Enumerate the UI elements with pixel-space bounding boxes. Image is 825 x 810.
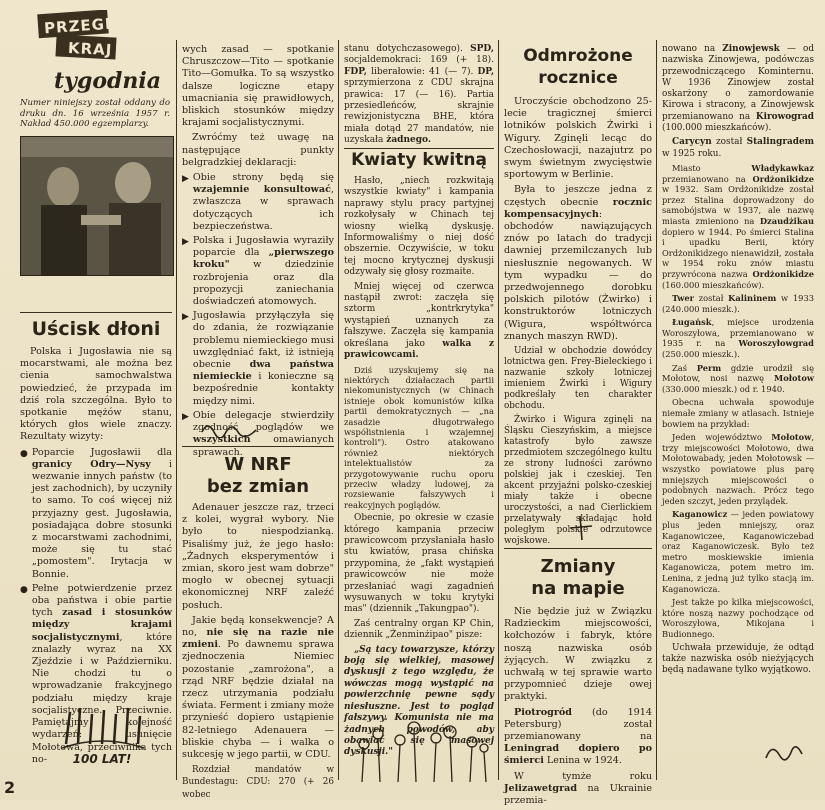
bold-text: Mołotow [774, 373, 814, 384]
masthead-note: Numer niniejszy został oddany do druku dn. 16 września 1957 r. Nakład 450.000 egzemplarzy. [20, 98, 170, 129]
bold-text: wszystkich [192, 434, 251, 446]
text-span: na Ukrainie przemia- [504, 782, 652, 807]
signature-doodle-2 [762, 738, 806, 768]
bold-text: Jelizawetgrad [504, 782, 578, 794]
triangle-icon: ▶ [182, 237, 189, 248]
text-span: został [711, 137, 747, 148]
paragraph: Hasło, „niech rozkwitają wszystkie kwiaty" i kampania naprawy stylu pracy partyjnej rozkołysały w Chinach tej wiosny wielką dyskusję. Informowaliśmy o niej dość obszernie. Oczywiście, w toku tej mocno krytycznej dyskusji odzywały się głosy rozmaite. [344, 176, 494, 278]
paragraph [504, 707, 652, 768]
paragraph [662, 293, 814, 314]
column-2-text [182, 44, 334, 461]
text-span: W tymże roku [514, 770, 652, 782]
bold-text: żadnego. [386, 135, 431, 146]
text-span: omawianych sprawach. [192, 434, 334, 458]
paragraph [344, 282, 494, 362]
column-5-text [662, 44, 814, 679]
text-span: w 1932. Sam Ordżonikidze został przez Stalina doprowadzony do samobójstwa w 1937, ale nazwę miasta zmieniono na [662, 184, 814, 226]
text-span: Lenina w 1924. [543, 755, 622, 767]
text-span: Jugosławia przyłączyła się do zdania, że rozwiązanie problemu niemieckiego musi uwzględniać fakt, iż istnieją obecnie [192, 310, 334, 371]
text-span: — od nazwiska Zinowjewa, podówczas przewodniczącego Kominternu. W 1936 Zinowjew został oskarżony o zamordowanie Kirowa i stracony, a Zinowjewsk przemianowano na [662, 44, 814, 122]
paragraph [193, 235, 334, 308]
quote: „Są tacy towarzysze, którzy boją się wielkiej, masowej dyskusji z tego względu, że wówczas mogą wystąpić na powierzchnię pewne sądy niesłuszne. Jest to pogląd fałszywy. Komunista nie ma żadnych powodów, aby obawiać się masowej dyskusji." [344, 644, 494, 758]
text-span: Mniej więcej od czerwca nastąpił zwrot: zaczęła się sztorm „kontrkrytyka" wystąpień uznanych za fałszywe. Zaczęła się kampania określana jako [344, 281, 494, 349]
text-span: (250.000 mieszk.). [662, 349, 740, 360]
bold-text: Kaganowicz [672, 509, 728, 520]
paragraph [662, 317, 814, 359]
bold-text: granicy Odry—Nysy [31, 458, 151, 470]
text-span: — jeden powiatowy plus jeden mniejszy, oraz Kaganowiczee, Kaganowiczebad oraz Kaganowiczesk. Było też metro moskiewskie imienia Kaganowicza, potem metro im. Lenina, z jedną już tylko stacją im. Kaganowicza. [662, 509, 814, 594]
paragraph [504, 771, 652, 808]
text-span: . Po dawnemu sprawa zjednoczenia Niemiec pozostanie „zamrożona", a rząd NRF będzie działał na rzecz utrzymania podziału świata. Ferment i zmiany może przynieść dopiero ustąpienie 82-letniego Adenauera — bliskie chyba — i walka o sukcesję w jego partii, w CDU. [182, 639, 334, 761]
list-item [182, 310, 334, 408]
divider [182, 446, 334, 447]
text-span: (100.000 mieszkańców). [662, 123, 772, 134]
text-span: , zwłaszcza w sprawach dotyczących ich bezpieczeństwa. [192, 184, 334, 232]
masthead-line2: KRAJ [67, 38, 113, 60]
bold-text: Dzaudżikau [759, 215, 814, 226]
stamp-100-lat [56, 704, 148, 772]
bold-text: Kalininem [728, 293, 777, 304]
hands-drawing [56, 704, 148, 754]
list-item [182, 172, 334, 233]
text-span: i wezwanie innych państw (to jest zachodnich), by uczyniły to samo. To coś więcej niż przyjazny gest. Jugosławia, posiadająca dobre stosunki z mocarstwami zachodnimi, może się tu stać „pomostem". Irytacja w Bonnie. [31, 458, 173, 580]
paragraph [193, 310, 334, 408]
paragraph: Zwróćmy też uwagę na następujące punkty belgradzkiej deklaracji: [182, 132, 334, 168]
bold-text: Mołotow [771, 432, 812, 443]
text-span: Zaś [672, 362, 697, 373]
text-span: gdzie urodził się Mołotow, nosi nazwę [662, 362, 814, 384]
bold-text: Perm [696, 362, 722, 373]
bold-text: Władykawkaz [751, 162, 814, 173]
page-number: 2 [4, 778, 16, 797]
bold-text: SPD, [470, 44, 494, 54]
paragraph [504, 184, 652, 343]
headline-zmiany-2: na mapie [531, 578, 625, 599]
triangle-icon: ▶ [182, 174, 189, 185]
paragraph [662, 163, 814, 290]
divider [344, 148, 494, 149]
bold-text: Leningrad dopiero po śmierci [504, 743, 652, 767]
news-photo [20, 136, 174, 276]
paragraph: wych zasad — spotkanie Chruszczow—Tito — spotkanie Tito—Gomułka. To są wszystko dalsze logiczne etapy umacniania się prawidłowych, bliskich stosunków między krajami socjalistycznymi. [182, 44, 334, 129]
signature-doodle [200, 418, 260, 438]
paragraph [32, 447, 172, 581]
text-span: Poparcie Jugosławii dla [31, 446, 172, 458]
paragraph [662, 432, 814, 506]
signature-cross [566, 512, 596, 542]
text-span: przemianowano na [662, 173, 753, 184]
bold-text: zasad i stosunków między krajami socjalistycznymi [31, 607, 172, 643]
text-span: w 1933 (240.000 mieszk.). [662, 293, 814, 314]
text-span: Obie strony będą się [192, 172, 334, 184]
triangle-icon: ▶ [182, 312, 189, 323]
headline-usciski: Uścisk dłoni [31, 318, 161, 340]
headline-odmrozone-1: Odmrożone [523, 46, 633, 66]
flowers-drawing [352, 718, 492, 784]
text-span: i konieczne są bezpośrednie kontakty między nimi. [192, 371, 334, 407]
divider [656, 40, 657, 780]
divider [176, 40, 177, 780]
paragraph: Jest także po kilka miejscowości, które noszą nazwy pochodzące od Woroszyłowa, Mikojana i Budionnego. [662, 597, 814, 639]
text-span: stanu dotychczasowego). [344, 44, 471, 54]
text-span: socjaldemokraci: 169 (+ 18). [344, 55, 494, 66]
bold-text: Zinowjewsk [722, 44, 780, 54]
paragraph: Nie będzie już w Związku Radzieckim miejscowości, kołchozów i fabryk, które noszą nazwiska osób żyjących. W związku z uchwałą w tej sprawie warto przypomnieć dzieje owej praktyki. [504, 606, 652, 703]
paragraph [662, 509, 814, 594]
text-span: Jakie będą konsekwencje? A no, [182, 614, 334, 639]
bullet-icon: ● [20, 448, 28, 459]
headline-kwiaty: Kwiaty kwitną [351, 150, 487, 170]
flowers-svg [352, 718, 492, 784]
text-span: Jeden województwo [672, 432, 772, 443]
paragraph [662, 363, 814, 395]
column-2-text-b [182, 502, 334, 804]
text-span: (330.000 mieszk.) od r. 1940. [662, 383, 785, 394]
signature-svg [200, 418, 260, 438]
paragraph: Adenauer jeszcze raz, trzeci z kolei, wygrał wybory. Nie było to niespodzianką. Pisaliśmy już, że jego hasło: „Żadnych eksperymentów i zmian, skoro jest wam dobrze" mogło w obecnej sytuacji ekonomicznej NRF zaleźć posłuch. [182, 502, 334, 611]
paragraph [344, 44, 494, 147]
divider [20, 312, 172, 313]
text-span: nowano na [662, 44, 723, 54]
paragraph: Udział w obchodzie dowódcy lotnictwa gen. Frey-Bieleckiego i nazwanie szkoły lotniczej imieniem Żwirki i Wigury podkreślały ten charakter obchodu. [504, 346, 652, 412]
bold-text: walka z prawicowcami. [344, 338, 494, 361]
headline-nrf-1: W NRF [224, 454, 292, 475]
divider [338, 40, 339, 780]
bullet-icon: ● [20, 584, 28, 595]
masthead [6, 6, 164, 108]
headline-zmiany-1: Zmiany [540, 556, 616, 577]
paragraph [193, 172, 334, 233]
bold-text: Piotrogród [514, 706, 573, 718]
paragraph [662, 44, 814, 134]
text-span: (160.000 mieszkańców). [662, 279, 765, 290]
text-span: sprzymierzona z CDU skrajna prawica: 17 (— 16). Partia przesiedleńców, skrajnie rewizjonistyczna BHE, która miała dotąd 27 mandatów, nie uzyskała [344, 78, 494, 146]
paragraph: Uchwała przewiduje, że odtąd także nazwiska osób nieżyjących będą nadawane tylko wyjątkowo. [662, 642, 814, 676]
text-span: został [694, 293, 729, 304]
bold-text: Kirowograd [755, 111, 814, 122]
list-item [182, 235, 334, 308]
paragraph: Uroczyście obchodzono 25-lecie tragicznej śmierci lotników polskich Żwirki i Wigury. Zginęli lecąc do Czechosłowacji, nazajutrz po swym świetnym zwycięstwie sportowym w Berlinie. [504, 96, 652, 181]
paragraph: Dziś uzyskujemy się na niektórych działaczach partii niekomunistycznych (w Chinach istnieje obok komunistów kilka partii demokratycznych — „na zasadzie długotrwałego współistnienia i wzajemnej kontroli"). Ostro atakowano również niektórych intelektualistów za przygotowywanie ruchu oporu przeciw władzy ludowej, za rozsiewanie fałszywych i reakcyjnych poglądów. [344, 364, 494, 510]
paragraph: Obecnie, po okresie w czasie którego kampania przeciw prawicowcom przysłaniała hasło stu kwiatów, prasa chińska przypomina, że „fakt wystąpień prawicowców nie może przesłaniać wagi zagadnień wysuwanych w toku krytyki mas" (dziennik „Takungpao"). [344, 513, 494, 615]
text-span: Była to jeszcze jedna z częstych obecnie [504, 184, 652, 208]
masthead-line3: tygodnia [54, 68, 161, 94]
text-span: liberałowie: 41 (— 7). [366, 66, 478, 77]
text-span: Obie delegacje stwierdziły zgodność poglądów we [192, 409, 334, 434]
text-span: : obchodów nawiązujących znów po latach do tradycji dawniej przemilczanych lub niesłusznie negowanych. W tym wypadku — do przedwojennego dorobku polskich pilotów (Żwirko) i konstruktorów lotniczych (Wigura, współtwórca znanych maszyn RWD). [504, 208, 652, 342]
text-span: (do 1914 Petersburg) został przemianowany na [504, 706, 652, 743]
bold-text: Carycyn [672, 137, 712, 148]
signature-svg-2 [762, 738, 806, 768]
text-span: Polska i Jugosławia wyraziły poparcie dla [192, 235, 334, 259]
paragraph: Obecna uchwała spowoduje niemałe zmiany w atlasach. Istnieje bowiem na przykład: [662, 397, 814, 429]
bold-text: Ordżonikidze [752, 173, 814, 184]
bold-text: Stalingradem [746, 137, 814, 148]
bold-text: FDP, [344, 66, 367, 77]
column-3-text-b [344, 176, 494, 762]
bold-text: rocznic kompensacyjnych [504, 196, 652, 220]
text-span: , trzy miejscowości Mołotowo, dwa Mołotowabady, jeden Mołotowsk — wszystko powiatowe plus parę mniejszych miejscowości o podobnych nazwach. Prócz tego jeden szczyt, jeden przylądek. [662, 432, 814, 506]
paragraph [662, 137, 814, 160]
column-4-text-b [504, 606, 652, 810]
bold-text: Ługańsk [672, 317, 712, 328]
masthead-logo [36, 10, 146, 68]
text-span: w dziedzinie rozbrojenia oraz dla propozycji zaniechania doświadczeń atomowych. [192, 259, 334, 308]
bold-text: DP, [477, 66, 494, 77]
bold-text: dwa państwa niemieckie [192, 359, 334, 383]
cross-svg [566, 512, 596, 542]
bold-text: nie się na razie nie zmieni [182, 627, 334, 651]
bold-text: „pierwszego kroku" [192, 247, 334, 271]
paragraph: Polska i Jugosławia nie są mocarstwami, ale można bez cienia samochwalstwa powiedzieć, że przypada im dziś rola szczególna. Było to spotkanie mężów stanu, których głos wiele znaczy. Rezultaty wizyty: [20, 346, 172, 443]
text-span: Miasto [672, 162, 752, 173]
column-3-text [344, 44, 494, 150]
paragraph: Żwirko i Wigura zginęli na Śląsku Cieszyńskim, a miejsce katastrofy było zawsze przedmiotem szczególnego kultu ze strony ludności zarówno polskiej jak i czeskiej. Ten akcent przyjaźni polsko-czeskiej miały także i obecne uroczystości, a nad Cierlickiem przelatywały składając hołd poległym polskie odrzutowce wojskowe. [504, 415, 652, 547]
headline-nrf-2: bez zmian [206, 476, 310, 497]
paragraph [182, 615, 334, 761]
paragraph: Rozdział mandatów w Bundestagu: CDU: 270 (+ 26 wobec [182, 765, 334, 800]
text-span: w 1925 roku. [662, 148, 722, 159]
divider [504, 548, 652, 549]
column-4-text [504, 96, 652, 550]
text-span: , miejsce urodzenia Woroszyłowa, przemianowano w 1935 r. na [662, 317, 814, 349]
stamp-text: 100 LAT! [72, 752, 132, 766]
bold-text: Twer [672, 293, 695, 304]
list-item [20, 447, 172, 581]
bold-text: Ordżonikidze [752, 268, 814, 279]
paragraph: Zaś centralny organ KP Chin, dziennik „Żenminżipao" pisze: [344, 618, 494, 641]
text-span: , które znalazły wyraz na XX Zjeździe i w Październiku. Nie chodzi tu o wprowadzanie frakcyjnego podziału między kraje socjalistyczne. Przeciwnie. Pamiętajmy kolejność wydarzeń: usunięcie Mołotowa, przeciwnika tych no- [31, 631, 172, 765]
divider [498, 40, 499, 780]
triangle-icon: ▶ [182, 411, 189, 422]
text-span: Pełne potwierdzenie przez oba państwa i obie partie tych [31, 582, 172, 619]
headline-odmrozone-2: rocznice [538, 68, 618, 88]
bold-text: Woroszyłowgrad [738, 338, 814, 349]
masthead-line1: PRZEGLĄD [43, 12, 143, 38]
bold-text: wzajemnie konsultować [192, 184, 331, 196]
text-span: dopiero w 1944. Po śmierci Stalina i upadku Berii, który Ordżonikidzego nienawidził, została w 1954 roku znów miastu przywrócona nazwa [662, 226, 814, 279]
news-photo-svg [21, 137, 173, 275]
